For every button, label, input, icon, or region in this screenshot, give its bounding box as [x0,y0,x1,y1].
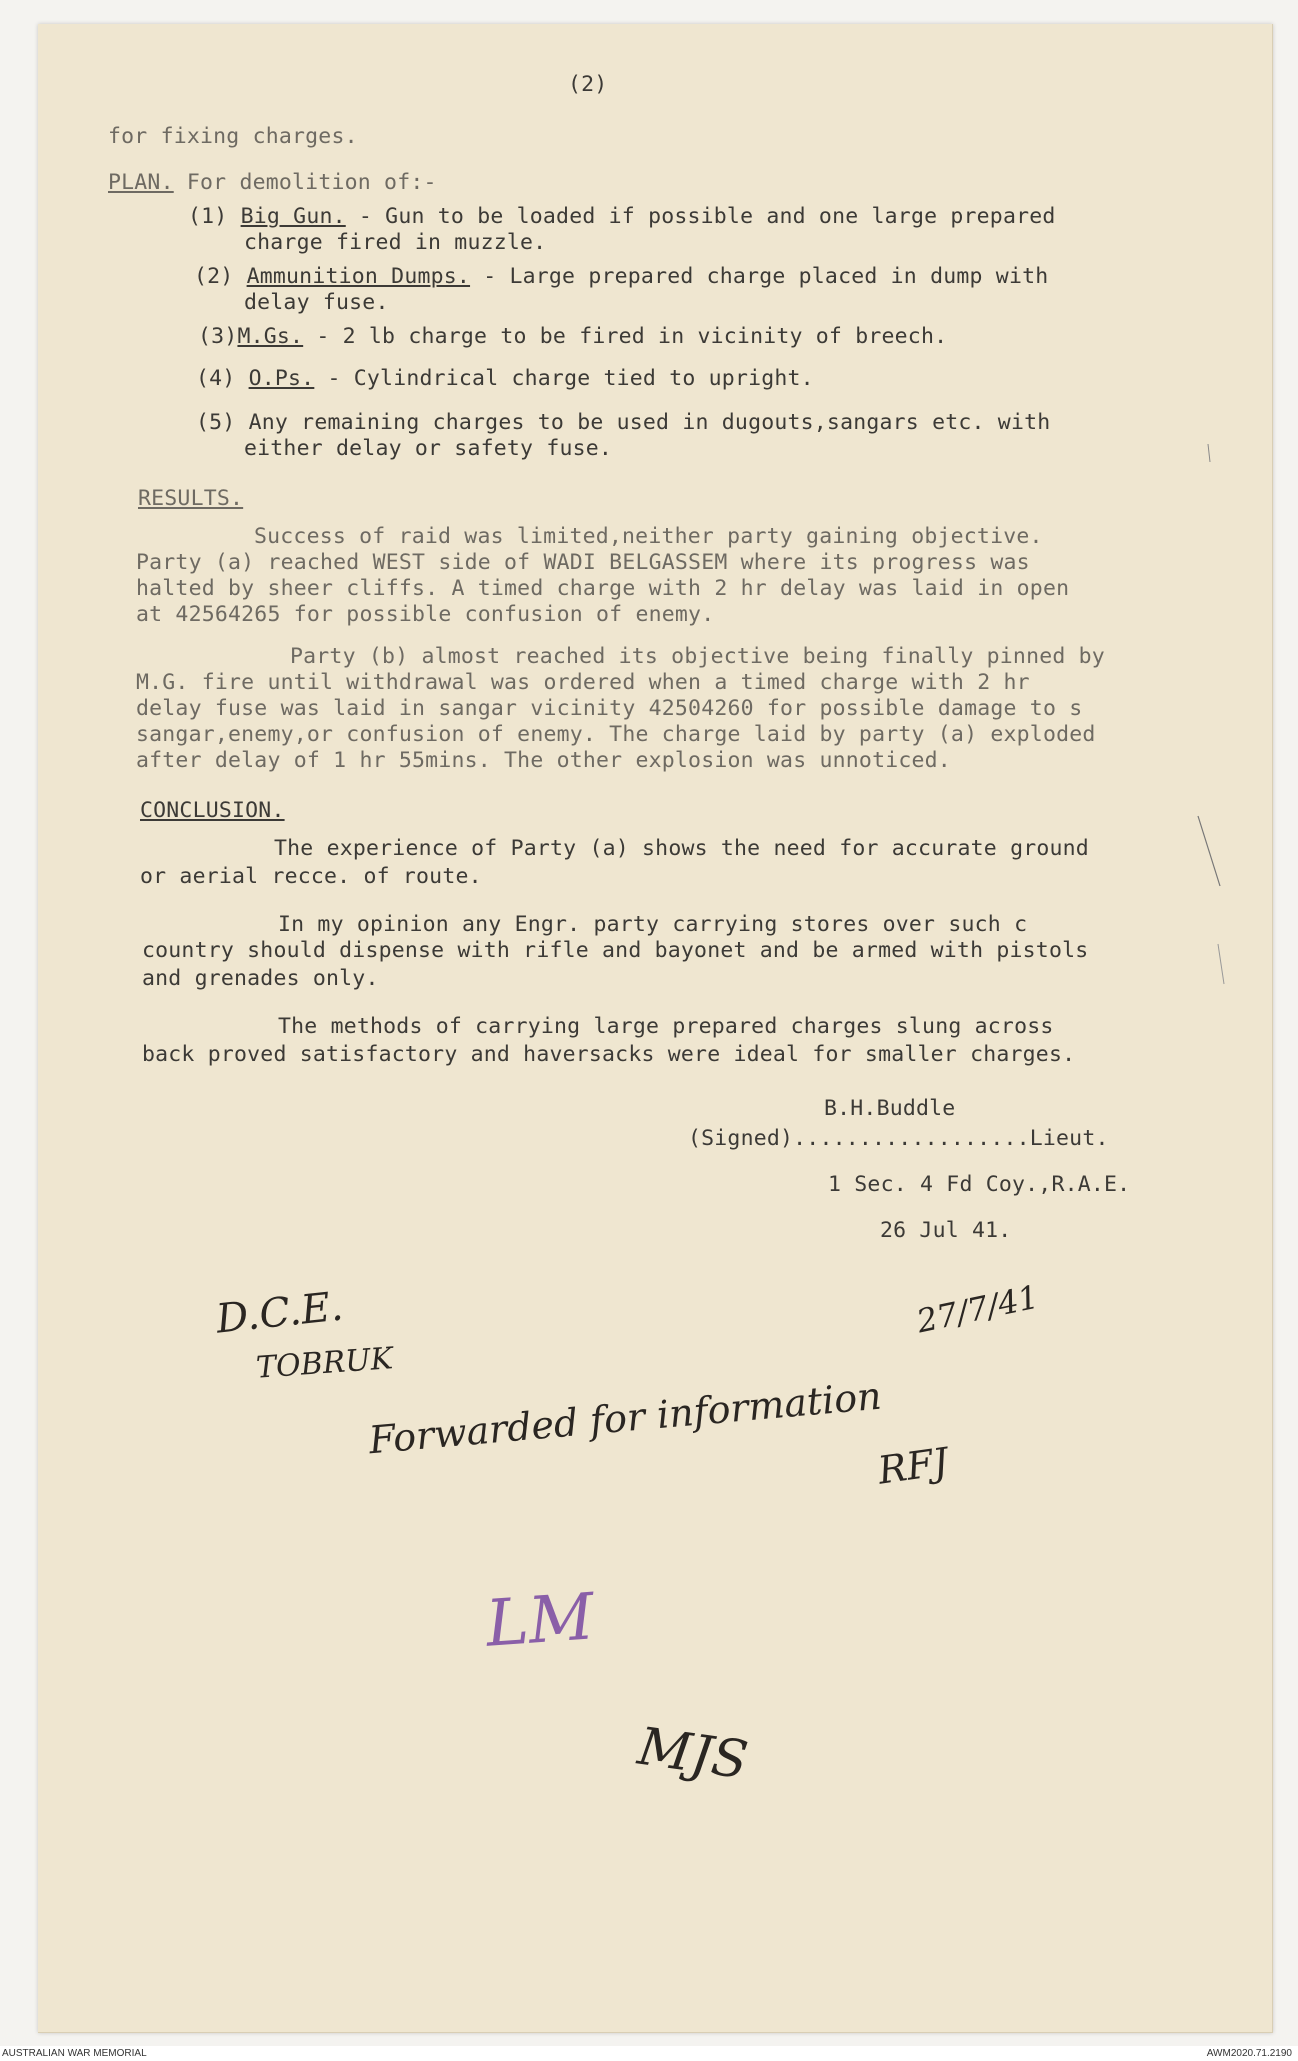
footer-archive-name: AUSTRALIAN WAR MEMORIAL [2,2048,147,2059]
conclusion-heading: CONCLUSION. [140,798,285,823]
plan-item-number: (4) [196,366,236,391]
results-para2-line4: sangar,enemy,or confusion of enemy. The charge laid by party (a) exploded [136,722,1096,747]
signature-name: B.H.Buddle [824,1096,956,1121]
plan-item-number: (3) [198,324,238,349]
handwritten-initials-rfj: RFJ [875,1439,951,1493]
plan-item-text: - Cylindrical charge tied to upright. [314,366,814,391]
signature-date: 26 Jul 41. [880,1218,1012,1243]
plan-item-title: Ammunition Dumps. [246,264,471,289]
conclusion-para1-line2: or aerial recce. of route. [140,864,482,889]
handwritten-initials-mjs: MJS [634,1716,752,1792]
conclusion-para3-line1: The methods of carrying large prepared charges slung across [278,1014,1054,1039]
results-para2-line2: M.G. fire until withdrawal was ordered when a timed charge with 2 hr [136,670,1030,695]
results-para1-line1: Success of raid was limited,neither party gaining objective. [254,524,1043,549]
plan-item-2-continuation: delay fuse. [244,290,389,315]
plan-item-title: O.Ps. [248,366,315,391]
plan-item-5-continuation: either delay or safety fuse. [244,436,613,461]
conclusion-para2-line3: and grenades only. [142,966,379,991]
results-para1-line2: Party (a) reached WEST side of WADI BELGASSEM where its progress was [136,550,1030,575]
plan-item-title: M.Gs. [237,324,304,349]
results-para2-line5: after delay of 1 hr 55mins. The other explosion was unnoticed. [136,748,951,773]
handwritten-forwarded-note: Forwarded for information [367,1373,884,1463]
opening-line: for fixing charges. [108,124,358,149]
plan-heading: PLAN. [108,170,174,195]
plan-item-number: (2) [194,264,234,289]
conclusion-para1-line1: The experience of Party (a) shows the need for accurate ground [274,836,1089,861]
results-heading: RESULTS. [138,486,244,511]
signature-unit: 1 Sec. 4 Fd Coy.,R.A.E. [828,1172,1131,1197]
margin-pencil-marks [1158,404,1258,1004]
page-number: (2) [568,72,608,97]
plan-item-text: - 2 lb charge to be fired in vicinity of breech. [303,324,948,349]
plan-item-title: Big Gun. [240,204,346,229]
plan-item-1-continuation: charge fired in muzzle. [244,230,547,255]
results-para1-line3: halted by sheer cliffs. A timed charge with 2 hr delay was laid in open [136,576,1070,601]
plan-intro: For demolition of:- [186,170,437,195]
plan-item-5 [196,410,1050,435]
handwritten-date: 27/7/41 [913,1277,1042,1341]
plan-item-1 [188,204,1056,229]
plan-item-number: (1) [188,204,228,229]
handwritten-addressee: D.C.E. [213,1283,346,1343]
results-para2-line1: Party (b) almost reached its objective being finally pinned by [290,644,1105,669]
plan-item-number: (5) [196,410,236,435]
plan-item-4 [196,366,814,391]
plan-item-text: - Large prepared charge placed in dump with [470,264,1049,289]
results-para1-line4: at 42564265 for possible confusion of enemy. [136,602,715,627]
plan-item-text: - Gun to be loaded if possible and one large prepared [345,204,1056,229]
signature-signed-line: (Signed)..................Lieut. [688,1126,1109,1151]
handwritten-initials-purple: LM [483,1580,597,1662]
plan-item-text: Any remaining charges to be used in dugouts,sangars etc. with [248,410,1051,435]
footer-accession-number: AWM2020.71.2190 [1206,2048,1292,2059]
conclusion-para2-line1: In my opinion any Engr. party carrying stores over such c [278,912,1028,937]
results-para2-line3: delay fuse was laid in sangar vicinity 42504260 for possible damage to s [136,696,1083,721]
conclusion-para3-line2: back proved satisfactory and haversacks were ideal for smaller charges. [142,1042,1076,1067]
conclusion-para2-line2: country should dispense with rifle and bayonet and be armed with pistols [142,938,1089,963]
plan-item-3 [198,324,947,349]
plan-item-2 [194,264,1048,289]
plan-section [108,170,437,195]
document-page [38,24,1273,2033]
handwritten-place: TOBRUK [254,1341,394,1386]
